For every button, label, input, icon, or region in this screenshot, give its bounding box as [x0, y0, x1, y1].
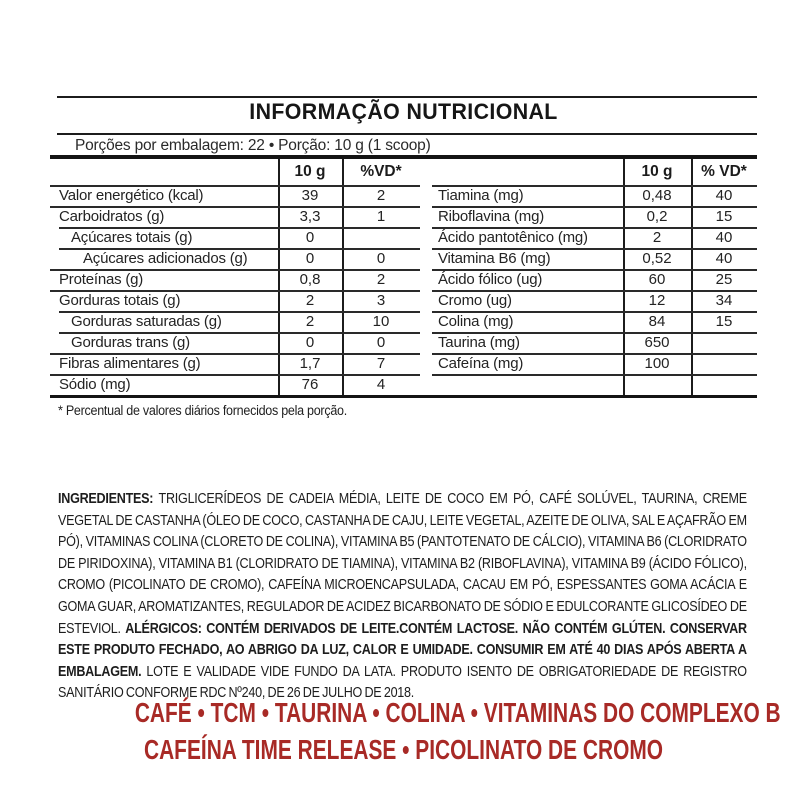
table-row [432, 227, 757, 248]
row-dv: 40 [715, 187, 733, 204]
row-label: Riboflavina (mg) [438, 208, 545, 225]
row-label: Cromo (ug) [438, 292, 512, 309]
row-dv: 15 [715, 208, 733, 225]
row-amount: 3,3 [299, 208, 321, 225]
row-amount: 1,7 [299, 355, 321, 372]
top-rule [57, 96, 757, 98]
ingredients-paragraph [58, 488, 747, 704]
table-row [50, 206, 420, 227]
row-amount: 2 [305, 292, 315, 309]
row-amount: 60 [648, 271, 666, 288]
row-label: Carboidratos (g) [59, 208, 165, 225]
row-amount: 39 [301, 187, 319, 204]
table-row [50, 311, 420, 332]
row-label: Gorduras totais (g) [59, 292, 181, 309]
row-label: Gorduras saturadas (g) [71, 313, 222, 330]
row-amount: 12 [648, 292, 666, 309]
row-amount: 76 [301, 376, 319, 393]
row-amount: 650 [644, 334, 670, 351]
header-dv: %VD* [360, 163, 402, 180]
table-row [432, 353, 757, 374]
row-amount: 0,2 [646, 208, 668, 225]
row-amount: 0,48 [642, 187, 672, 204]
row-amount: 2 [652, 229, 662, 246]
row-label: Ácido pantotênico (mg) [438, 229, 588, 246]
daily-value-footnote: * Percentual de valores diários fornecidos pela porção. [58, 403, 347, 418]
title-underline [57, 133, 757, 135]
row-label: Ácido fólico (ug) [438, 271, 543, 288]
table-row [50, 332, 420, 353]
ingredients-segment: TRIGLICERÍDEOS DE CADEIA MÉDIA, LEITE DE COCO EM PÓ, CAFÉ SOLÚVEL, TAURINA, CREME VEGETAL DE CASTANHA (ÓLEO DE COCO, CASTANHA DE CAJU, LEITE VEGETAL, AZEITE DE OLIVA, SAL E AÇAFRÃO EM PÓ), VITAMINAS COLINA (CLORETO DE COLINA), VITAMINA B5 (PANTOTENATO DE CÁLCIO), VITAMINA B6 (CLORIDRATO DE PIRIDOXINA), VITAMINA B1 (CLORIDRATO DE TIAMINA), VITAMINA B2 (RIBOFLAVINA), VITAMINA B9 (ÁCIDO FÓLICO), CROMO (PICOLINATO DE CROMO), CAFEÍNA MICROENCAPSULADA, CACAU EM PÓ, ESPESSANTES GOMA ACÁCIA E GOMA GUAR, AROMATIZANTES, REGULADOR DE ACIDEZ BICARBONATO DE SÓDIO E EDULCORANTE GLICOSÍDEO DE ESTEVIOL. [58, 490, 747, 637]
row-dv: 2 [376, 187, 386, 204]
row-label: Açúcares totais (g) [71, 229, 193, 246]
page-title: INFORMAÇÃO NUTRICIONAL [249, 99, 558, 124]
ingredients-bold-segment: INGREDIENTES: [58, 490, 159, 507]
row-label: Colina (mg) [438, 313, 514, 330]
table-row [432, 332, 757, 353]
header-amount: 10 g [294, 163, 326, 180]
row-dv: 0 [376, 334, 386, 351]
table-row [50, 353, 420, 374]
table-header [50, 159, 420, 185]
table-body [432, 185, 757, 395]
table-row [432, 248, 757, 269]
table-row [50, 248, 420, 269]
row-label: Sódio (mg) [59, 376, 131, 393]
header-amount: 10 g [641, 163, 673, 180]
highlight-line: CAFEÍNA TIME RELEASE • PICOLINATO DE CROMO [143, 734, 664, 765]
row-amount: 84 [648, 313, 666, 330]
row-dv: 40 [715, 250, 733, 267]
row-amount: 100 [644, 355, 670, 372]
row-label: Tiamina (mg) [438, 187, 524, 204]
table-row [50, 374, 420, 395]
header-dv: % VD* [701, 163, 747, 180]
row-amount: 0,52 [642, 250, 672, 267]
nutrition-table-right [432, 159, 757, 395]
row-label: Gorduras trans (g) [71, 334, 190, 351]
row-amount: 0 [305, 250, 315, 267]
row-dv: 25 [715, 271, 733, 288]
row-label: Proteínas (g) [59, 271, 144, 288]
row-label: Açúcares adicionados (g) [83, 250, 248, 267]
servings-line: Porções por embalagem: 22 • Porção: 10 g (1 scoop) [75, 137, 431, 154]
row-dv: 1 [376, 208, 386, 225]
table-row [432, 206, 757, 227]
row-label: Valor energético (kcal) [59, 187, 204, 204]
row-amount: 0 [305, 229, 315, 246]
row-dv: 2 [376, 271, 386, 288]
table-row [432, 269, 757, 290]
row-dv: 40 [715, 229, 733, 246]
nutrition-table-wrapper [50, 155, 757, 398]
ingredients-bold-segment: ALÉRGICOS: CONTÉM DERIVADOS DE LEITE.CONTÉM LACTOSE. NÃO CONTÉM GLÚTEN. CONSERVAR ESTE PRODUTO FECHADO, AO ABRIGO DA LUZ, CALOR E UMIDADE. CONSUMIR EM ATÉ 40 DIAS APÓS ABERTA A EMBALAGEM. [58, 619, 747, 680]
row-label: Fibras alimentares (g) [59, 355, 201, 372]
table-row [50, 185, 420, 206]
table-row [432, 185, 757, 206]
table-row [50, 269, 420, 290]
row-dv: 34 [715, 292, 733, 309]
table-row [432, 311, 757, 332]
row-label: Cafeína (mg) [438, 355, 524, 372]
row-label: Taurina (mg) [438, 334, 520, 351]
row-dv: 3 [376, 292, 386, 309]
table-header [432, 159, 757, 185]
table-row [50, 227, 420, 248]
ingredients-segment: LOTE E VALIDADE VIDE FUNDO DA LATA. PRODUTO ISENTO DE OBRIGATORIEDADE DE REGISTRO SANITÁRIO CONFORME RDC Nº240, DE 26 DE JULHO DE 2018. [58, 662, 747, 702]
table-row [50, 290, 420, 311]
row-amount: 0 [305, 334, 315, 351]
row-dv: 7 [376, 355, 386, 372]
row-dv: 0 [376, 250, 386, 267]
product-highlights [50, 694, 781, 768]
row-amount: 2 [305, 313, 315, 330]
highlight-line: CAFÉ • TCM • TAURINA • COLINA • VITAMINAS DO COMPLEXO B [134, 697, 781, 728]
row-label: Vitamina B6 (mg) [438, 250, 551, 267]
table-row [432, 374, 757, 395]
row-amount: 0,8 [299, 271, 321, 288]
table-body [50, 185, 420, 395]
row-dv: 15 [715, 313, 733, 330]
row-dv: 10 [372, 313, 390, 330]
row-dv: 4 [376, 376, 386, 393]
nutrition-table-left [50, 159, 420, 395]
table-row [432, 290, 757, 311]
